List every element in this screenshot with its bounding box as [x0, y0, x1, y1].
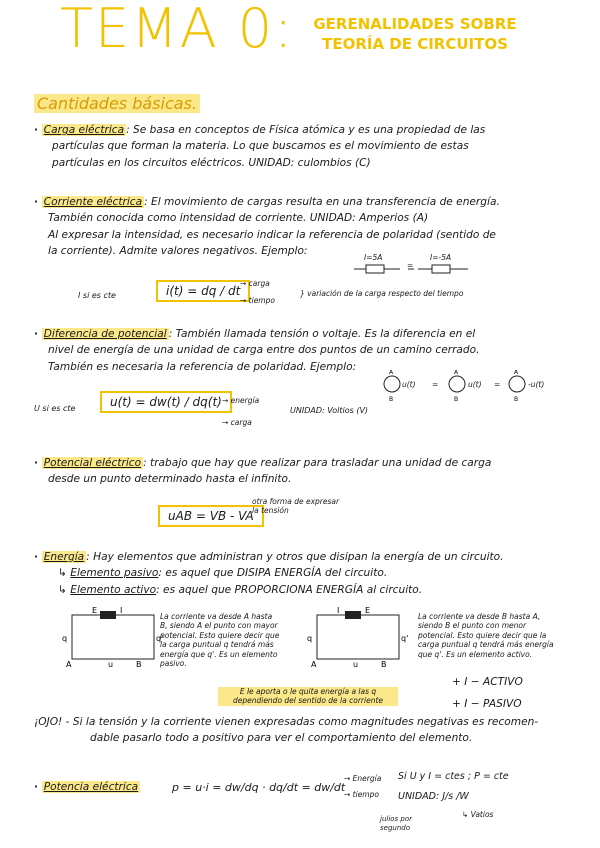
potencia-unidad: UNIDAD: J/s /W [398, 791, 469, 802]
voltage-eq-1: = [432, 380, 439, 389]
potencia-label: Potencia eléctrica [43, 781, 139, 793]
potencia-formula: p = u·i = dw/dq · dq/dt = dw/dt [172, 781, 346, 794]
svg-text:q': q' [401, 634, 409, 643]
ddp-block: · Diferencia de potencial : También llamada tensión o voltaje. Es la diferencia en el nivel de energía de una unidad de carga entre dos puntos de un camino cerrado. También es necesaria la referencia de polaridad. Ejemplo: [34, 328, 480, 373]
potencia-vatios: ↳ Vatios [462, 810, 494, 819]
example-equals: = [407, 261, 414, 270]
potencial-label: Potencial eléctrico [43, 457, 142, 469]
page-subtitle [285, 14, 545, 55]
svg-text:I: I [120, 607, 123, 615]
warning-line-1: ¡OJO! - Si la tensión y la corriente vienen expresadas como magnitudes negativas es recomen- [34, 716, 539, 728]
svg-text:A: A [389, 370, 394, 376]
svg-text:E: E [92, 607, 98, 615]
voltage-example-c: -u(t) [528, 380, 545, 389]
svg-text:B: B [389, 396, 394, 402]
svg-text:q: q [62, 634, 68, 643]
svg-text:B: B [136, 660, 142, 669]
example-2-label: I=-5A [430, 253, 452, 262]
svg-text:A: A [454, 370, 459, 376]
circuit-right [305, 607, 410, 669]
voltage-examples [382, 370, 572, 402]
svg-text:B: B [454, 396, 459, 402]
svg-text:I: I [337, 607, 340, 615]
potencia-block: · Potencia eléctrica [34, 781, 139, 793]
energia-label: Energía [43, 551, 85, 563]
potencia-arrow-tiempo: → tiempo [344, 790, 379, 799]
section-heading: Cantidades básicas. [34, 92, 200, 117]
svg-text:u: u [108, 660, 114, 669]
corriente-block: · Corriente eléctrica : El movimiento de cargas resulta en una transferencia de energía. También conocida como intensidad de corriente. UNIDAD: Amperios (A) Al expresar la intensidad, es necesario indicar la referencia de polaridad (sentido de la corriente). Admite valores negativos. Ejemplo: [34, 196, 500, 258]
svg-text:q: q [307, 634, 313, 643]
potencia-note: Si U y I = ctes ; P = cte [398, 771, 509, 782]
voltage-unidad: UNIDAD: Voltios (V) [290, 406, 369, 415]
note-left: La corriente va desde A hasta B, siendo A el punto con mayor potencial. Esto quiere decir que la carga puntual q tendrá más energía que q'. Es un elemento pasivo. [160, 612, 280, 668]
warning-block [34, 714, 584, 747]
voltage-arrow-carga: → carga [222, 418, 252, 427]
page-title: TEMA 0: [60, 0, 295, 60]
warning-line-2: dable pasarlo todo a positivo para ver el comportamiento del elemento. [90, 732, 473, 745]
voltage-formula: u(t) = dw(t) / dq(t) [100, 391, 232, 413]
svg-text:A: A [514, 370, 519, 376]
current-arrow-tiempo: → tiempo [240, 296, 275, 305]
subtitle-line-2: TEORÍA DE CIRCUITOS [322, 35, 508, 54]
note-right: La corriente va desde B hasta A, siendo B el punto con menor potencial. Esto quiere decir que la carga puntual q tendrá más energía que q'. Es un elemento activo. [418, 612, 554, 659]
svg-text:q': q' [156, 634, 164, 643]
carga-block: · Carga eléctrica : Se basa en conceptos de Física atómica y es una propiedad de las partículas que forman la materia. Lo que buscamos es el movimiento de estas partículas en los circuitos eléctricos. UNIDAD: culombios (C) [34, 124, 486, 169]
svg-text:E: E [365, 607, 371, 615]
pasivo-sign: + I − PASIVO [452, 698, 522, 710]
current-arrow-carga: → carga [240, 279, 270, 288]
voltage-example-b: u(t) [468, 380, 482, 389]
voltage-cte-note: U si es cte [34, 404, 76, 413]
potencia-julios: julios por segundo [380, 815, 413, 832]
pasivo-label: Elemento pasivo [70, 567, 159, 580]
current-formula: i(t) = dq / dt [156, 280, 250, 302]
svg-text:u: u [353, 660, 359, 669]
current-brace-note: } variación de la carga respecto del tiempo [300, 289, 464, 298]
circuit-left [60, 607, 165, 669]
potencial-note: otra forma de expresar la tensión [252, 497, 340, 516]
svg-text:B: B [514, 396, 519, 402]
corriente-label: Corriente eléctrica [43, 196, 143, 208]
svg-text:B: B [381, 660, 387, 669]
note-center: E le aporta o le quita energía a las q dependiendo del sentido de la corriente [218, 687, 398, 706]
ddp-label: Diferencia de potencial [43, 328, 167, 340]
activo-label: Elemento activo [70, 583, 157, 596]
energia-block: · Energía : Hay elementos que administran y otros que disipan la energía de un circuito. ↳ Elemento pasivo: es aquel que DISIPA ENERGÍA del circuito. ↳ Elemento activo: es aquel que PROPORCIONA ENERGÍA al circuito. [34, 551, 504, 596]
voltage-arrow-energia: → energía [222, 396, 260, 405]
svg-text:A: A [66, 660, 72, 669]
potencia-arrow-energia: → Energía [344, 774, 382, 783]
activo-sign: + I − ACTIVO [452, 676, 523, 688]
potencial-formula: uAB = VB - VA [158, 505, 264, 527]
example-1-label: I=5A [364, 253, 383, 262]
svg-text:A: A [311, 660, 317, 669]
potencial-block: · Potencial eléctrico : trabajo que hay que realizar para trasladar una unidad de carga desde un punto determinado hasta el infinito. [34, 457, 492, 486]
voltage-eq-2: = [494, 380, 501, 389]
carga-label: Carga eléctrica [43, 124, 125, 136]
current-examples [352, 255, 472, 277]
subtitle-line-1: GERENALIDADES SOBRE [313, 15, 517, 33]
voltage-example-a: u(t) [402, 380, 416, 389]
current-cte-note: I si es cte [78, 291, 116, 300]
